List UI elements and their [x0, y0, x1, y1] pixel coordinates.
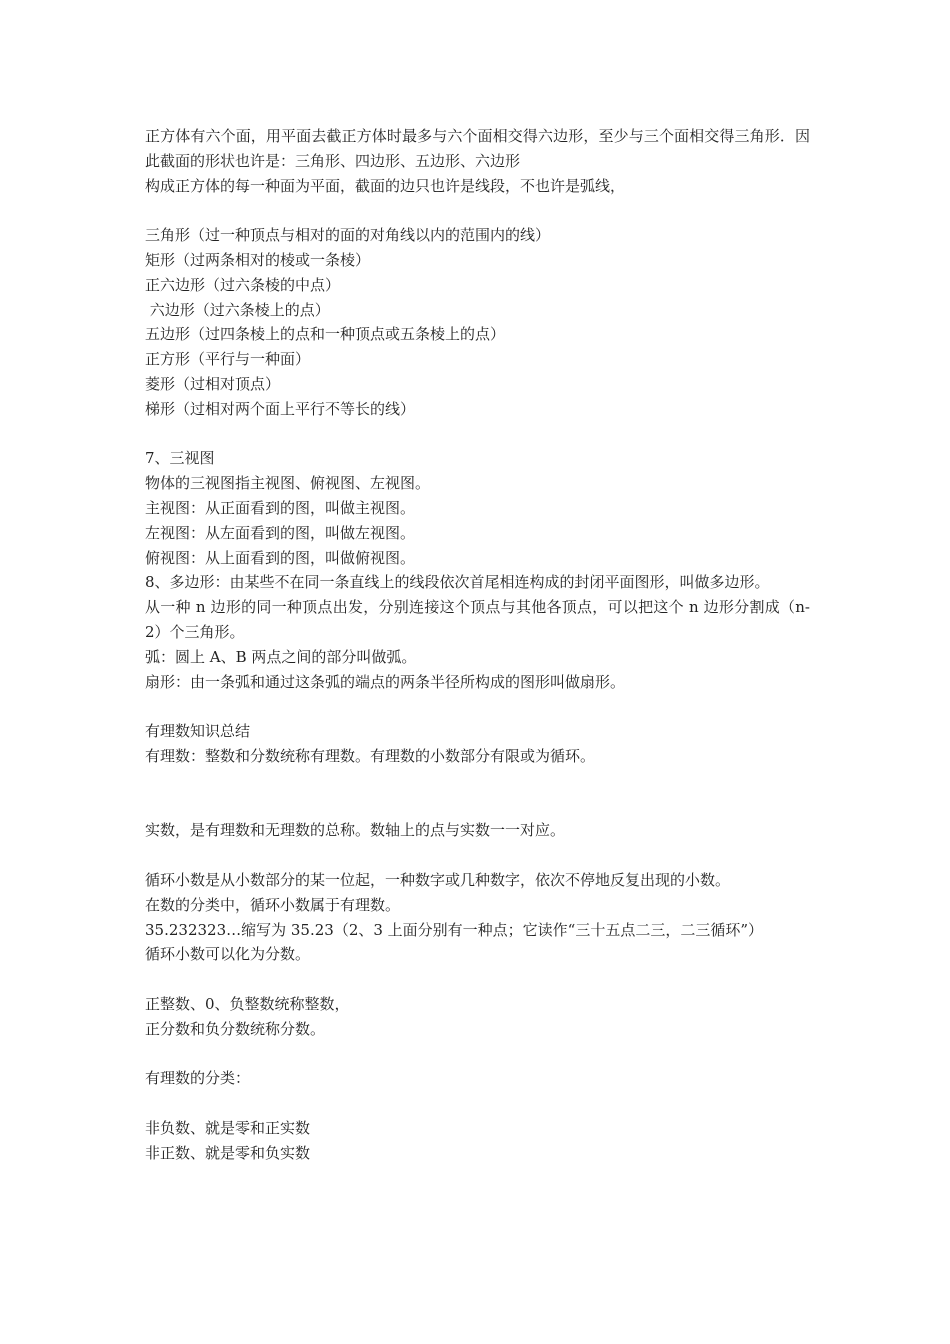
- shape-trapezoid: 梯形（过相对两个面上平行不等长的线）: [145, 399, 416, 418]
- top-view-definition: 俯视图：从上面看到的图，叫做俯视图。: [145, 548, 416, 567]
- real-number-definition: 实数，是有理数和无理数的总称。数轴上的点与实数一一对应。: [145, 821, 566, 840]
- blank-line: [145, 198, 810, 223]
- document-body: [145, 124, 810, 1165]
- three-views-heading: 7、三视图: [145, 449, 215, 468]
- rational-definition: 有理数：整数和分数统称有理数。有理数的小数部分有限或为循环。: [145, 746, 596, 765]
- shape-rectangle: 矩形（过两条相对的棱或一条棱）: [145, 250, 371, 269]
- repeating-decimal-classification: 在数的分类中，循环小数属于有理数。: [145, 895, 401, 914]
- arc-definition: 弧：圆上 A、B 两点之间的部分叫做弧。: [145, 647, 417, 666]
- blank-line: [145, 843, 810, 868]
- non-negative-definition: 非负数、就是零和正实数: [145, 1118, 311, 1137]
- shape-square: 正方形（平行与一种面）: [145, 350, 311, 369]
- blank-line: [145, 694, 810, 719]
- front-view-definition: 主视图：从正面看到的图，叫做主视图。: [145, 498, 416, 517]
- sector-definition: 扇形：由一条弧和通过这条弧的端点的两条半径所构成的图形叫做扇形。: [145, 672, 626, 691]
- repeating-decimal-fraction: 循环小数可以化为分数。: [145, 945, 311, 964]
- shape-rhombus: 菱形（过相对顶点）: [145, 374, 281, 393]
- polygon-definition: 8、多边形：由某些不在同一条直线上的线段依次首尾相连构成的封闭平面图形，叫做多边形。: [145, 573, 770, 592]
- shape-regular-hexagon: 正六边形（过六条棱的中点）: [145, 275, 341, 294]
- paragraph-cube-sections: 正方体有六个面，用平面去截正方体时最多与六个面相交得六边形，至少与三个面相交得三角形．因此截面的形状也许是：三角形、四边形、五边形、六边形: [145, 127, 810, 170]
- paragraph-cube-edges: 构成正方体的每一种面为平面，截面的边只也许是线段，不也许是弧线，: [145, 176, 626, 195]
- shape-triangle: 三角形（过一种顶点与相对的面的对角线以内的范围内的线）: [145, 226, 551, 245]
- integers-definition: 正整数、0、负整数统称整数，: [145, 994, 350, 1013]
- polygon-division: 从一种 n 边形的同一种顶点出发，分别连接这个顶点与其他各顶点，可以把这个 n 边形分割成（n-2）个三角形。: [145, 598, 810, 641]
- three-views-intro: 物体的三视图指主视图、俯视图、左视图。: [145, 474, 431, 493]
- classification-heading: 有理数的分类：: [145, 1069, 251, 1088]
- repeating-decimal-definition: 循环小数是从小数部分的某一位起，一种数字或几种数字，依次不停地反复出现的小数。: [145, 870, 731, 889]
- shape-pentagon: 五边形（过四条棱上的点和一种顶点或五条棱上的点）: [145, 325, 506, 344]
- rational-heading: 有理数知识总结: [145, 722, 251, 741]
- left-view-definition: 左视图：从左面看到的图，叫做左视图。: [145, 523, 416, 542]
- non-positive-definition: 非正数、就是零和负实数: [145, 1143, 311, 1162]
- blank-line: [145, 967, 810, 992]
- shape-hexagon: 六边形（过六条棱上的点）: [145, 300, 330, 319]
- blank-line: [145, 769, 810, 819]
- blank-line: [145, 422, 810, 447]
- blank-line: [145, 1041, 810, 1066]
- fractions-definition: 正分数和负分数统称分数。: [145, 1019, 326, 1038]
- repeating-decimal-example: 35.232323…缩写为 35.23（2、3 上面分别有一种点；它读作“三十五点二三，二三循环”）: [145, 920, 764, 939]
- blank-line: [145, 1091, 810, 1116]
